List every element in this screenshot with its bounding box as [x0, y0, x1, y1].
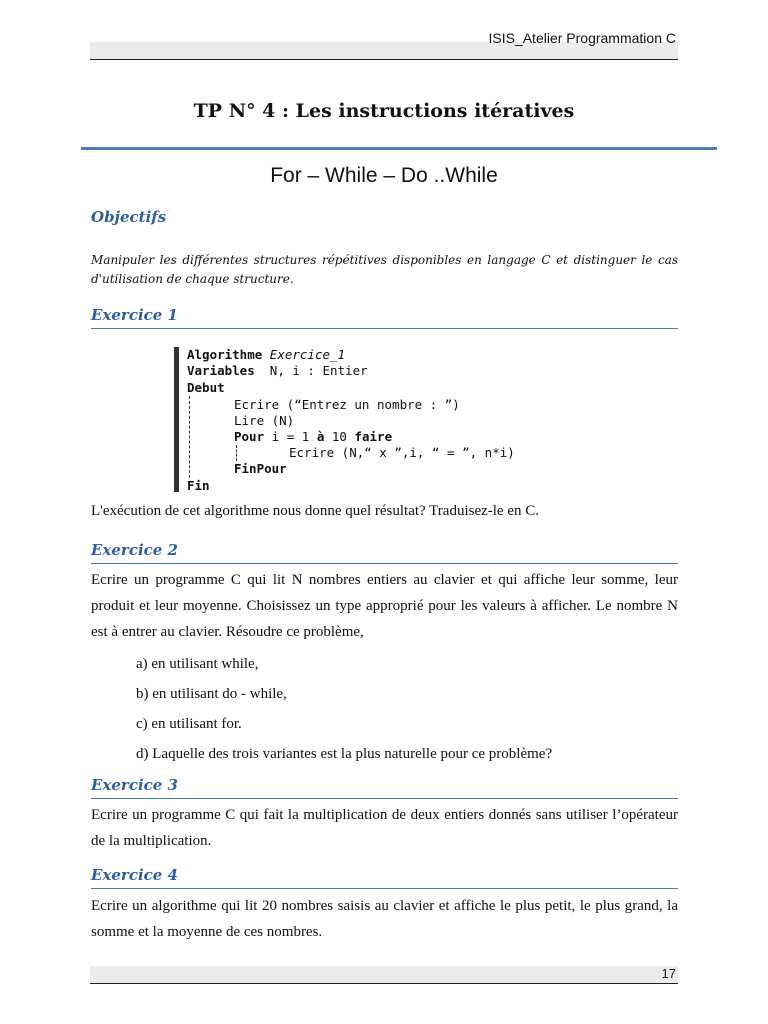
objectives-text: Manipuler les différentes structures répétitives disponibles en langage C et distinguer le cas d'utilisation de chaque structure.	[91, 253, 678, 286]
objectives-heading: Objectifs	[91, 208, 167, 226]
exercise1-question: L'exécution de cet algorithme nous donne quel résultat? Traduisez-le en C.	[91, 503, 539, 519]
code-line-7: Ecrire (N,“ x ”,i, “ = ”, n*i)	[289, 445, 515, 460]
code-line-8: FinPour	[234, 461, 287, 476]
code-line-1: Algorithme Exercice_1	[187, 347, 346, 362]
exercise1-heading: Exercice 1	[91, 306, 678, 329]
code-line-9: Fin	[187, 478, 210, 493]
title-divider	[81, 147, 717, 150]
algorithm-code-block	[174, 347, 599, 492]
page-title: TP N° 4 : Les instructions itératives	[193, 100, 575, 122]
code-line-6: Pour i = 1 à 10 faire	[234, 429, 393, 444]
code-line-2: Variables N, i : Entier	[187, 363, 368, 378]
exercise4-text: Ecrire un algorithme qui lit 20 nombres saisis au clavier et affiche le plus petit, le plus grand, la somme et la moyenne de ces nombres.	[91, 898, 678, 940]
page-subtitle: For – While – Do ..While	[270, 164, 498, 187]
exercise2-item-c: c) en utilisant for.	[136, 716, 242, 732]
exercise4-heading: Exercice 4	[91, 866, 678, 889]
exercise2-heading: Exercice 2	[91, 541, 678, 564]
exercise3-text: Ecrire un programme C qui fait la multiplication de deux entiers donnés sans utiliser l’opérateur de la multiplication.	[91, 807, 678, 849]
code-loop-guide	[236, 445, 237, 461]
exercise2-text: Ecrire un programme C qui lit N nombres entiers au clavier et qui affiche leur somme, leur produit et leur moyenne. Choisissez un type approprié pour les valeurs à afficher. Le nombre N est à entrer au clavier. Résoudre ce problème,	[91, 572, 678, 640]
code-line-4: Ecrire (“Entrez un nombre : ”)	[234, 397, 460, 412]
running-header: ISIS_Atelier Programmation C	[488, 30, 676, 46]
footer-band	[90, 966, 678, 983]
code-indent-guide	[189, 396, 190, 478]
exercise2-item-b: b) en utilisant do - while,	[136, 686, 287, 702]
footer-divider	[90, 983, 678, 984]
code-line-5: Lire (N)	[234, 413, 295, 428]
code-line-3: Debut	[187, 380, 225, 395]
page-number: 17	[661, 966, 676, 981]
header-divider	[90, 59, 678, 60]
exercise2-item-a: a) en utilisant while,	[136, 656, 259, 672]
exercise2-item-d: d) Laquelle des trois variantes est la plus naturelle pour ce problème?	[136, 746, 553, 762]
exercise3-heading: Exercice 3	[91, 776, 678, 799]
